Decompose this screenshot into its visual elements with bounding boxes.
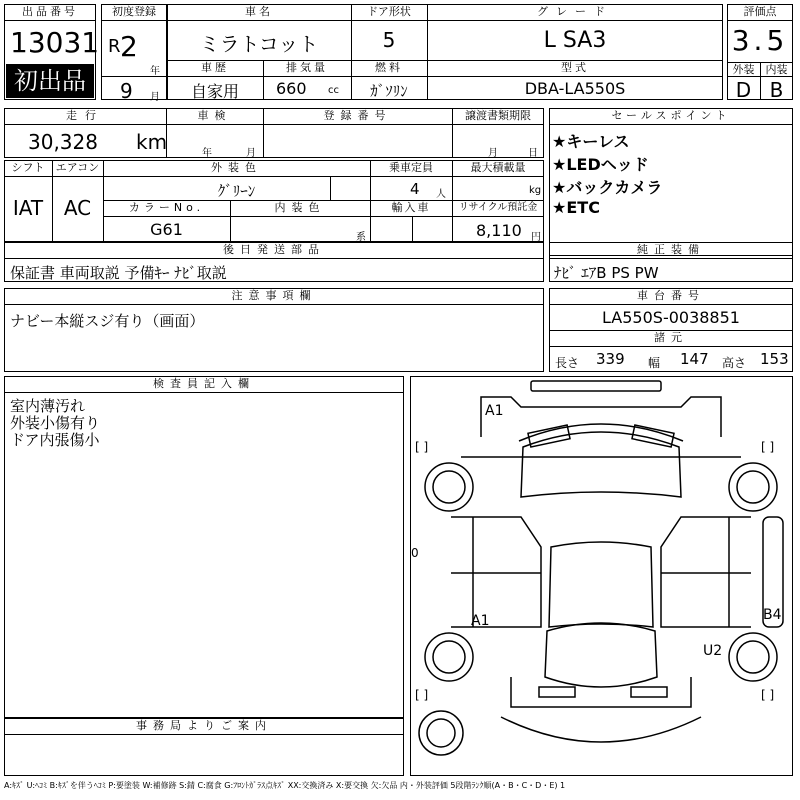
- km-unit: km: [136, 130, 168, 154]
- shift: IAT: [12, 196, 44, 220]
- plate-label: 登録番号: [323, 109, 392, 122]
- car-name: ミラトコット: [199, 32, 319, 56]
- grade: L SA3: [543, 28, 607, 53]
- color-label: 外装色: [211, 161, 262, 174]
- mark-front: A1: [485, 403, 504, 419]
- seats: 4: [410, 180, 420, 198]
- shift-label: シフト: [11, 161, 45, 174]
- color: ｸﾞﾘｰﾝ: [217, 182, 256, 200]
- brackets: [411, 440, 774, 702]
- load-label: 最大積載量: [470, 161, 526, 174]
- interior-label: 内装: [765, 63, 788, 76]
- width-label: 幅: [648, 356, 661, 370]
- inspection-month-unit: 月: [246, 148, 256, 159]
- inspection-year-unit: 年: [202, 148, 212, 159]
- svg-text:[ ]: [ ]: [415, 688, 429, 702]
- fuel: ｶﾞｿﾘﾝ: [370, 82, 408, 100]
- lot-label: 出品番号: [22, 5, 78, 18]
- ac: AC: [63, 196, 92, 220]
- parts-label: 後日発送部品: [223, 243, 325, 256]
- width: 147: [680, 350, 709, 368]
- displacement-label: 排気量: [286, 61, 328, 74]
- score: 3.5: [731, 24, 789, 57]
- cc-unit: cc: [328, 85, 339, 96]
- notes-value: ナビー本縦スジ有り（画面）: [10, 312, 205, 330]
- transfer-month-unit: 月: [488, 148, 498, 159]
- import-label: 輸入車: [391, 201, 431, 214]
- mark-right-side: B4: [763, 607, 782, 623]
- score-label: 評価点: [743, 5, 777, 18]
- mileage: 30,328: [28, 130, 98, 154]
- length: 339: [596, 350, 625, 368]
- svg-text:[ ]: [ ]: [761, 440, 775, 454]
- interior-color-unit: 系: [356, 232, 366, 243]
- inspector-label: 検査員記入欄: [153, 377, 255, 390]
- color-no: G61: [150, 220, 183, 239]
- car-diagram-drawing: [411, 377, 792, 775]
- sales-point-2: ★LEDヘッド: [552, 155, 649, 174]
- grade-label: グレード: [537, 5, 613, 18]
- equip-label: 純正装備: [637, 243, 705, 256]
- ac-label: エアコン: [55, 161, 100, 174]
- svg-text:[ ]: [ ]: [415, 440, 429, 454]
- sales-label: セールスポイント: [611, 109, 731, 122]
- notes-label: 注意事項欄: [231, 289, 317, 302]
- height-label: 高さ: [722, 356, 747, 370]
- reg-year: 2: [120, 30, 138, 63]
- chassis-label: 車台番号: [637, 289, 705, 302]
- recycle: 8,110: [476, 221, 522, 240]
- era: R: [108, 36, 121, 57]
- history: 自家用: [190, 82, 239, 101]
- svg-text:0: 0: [411, 546, 419, 560]
- transfer-label: 譲渡書類期限: [465, 109, 531, 122]
- mileage-label: 走行: [66, 109, 104, 122]
- mark-rear-right: U2: [703, 643, 723, 659]
- car-diagram: [410, 376, 793, 776]
- sales-point-1: ★キーレス: [552, 132, 630, 151]
- sales-point-4: ★ETC: [552, 198, 600, 217]
- registration-label: 初度登録: [112, 5, 156, 18]
- svg-text:[ ]: [ ]: [761, 688, 775, 702]
- sales-point-3: ★バックカメラ: [552, 178, 663, 197]
- interior-grade: B: [769, 78, 784, 102]
- chassis: LA550S-0038851: [602, 308, 740, 327]
- inspector-line-1: 室内薄汚れ: [10, 397, 86, 415]
- height: 153: [760, 350, 789, 368]
- year-unit: 年: [150, 66, 160, 77]
- inspector-line-2: 外装小傷有り: [10, 414, 101, 432]
- yen-unit: 円: [531, 232, 541, 243]
- exterior-label: 外装: [732, 63, 755, 76]
- color-no-label: カラーNo.: [128, 201, 205, 214]
- parts-value: 保証書 車両取説 予備ｷｰ ﾅﾋﾞ取説: [10, 264, 227, 282]
- car-name-label: 車名: [245, 5, 273, 18]
- reg-month: 9: [120, 79, 133, 103]
- fuel-label: 燃料: [375, 61, 403, 74]
- spec-label: 諸元: [654, 331, 688, 344]
- lot-number: 13031: [10, 26, 100, 59]
- office-label: 事務局よりご案内: [136, 719, 272, 732]
- recycle-label: リサイクル預託金: [458, 202, 538, 213]
- door-label: ドア形状: [367, 5, 411, 18]
- doors: 5: [382, 28, 396, 52]
- legend: A:ｷｽﾞ U:ﾍｺﾐ B:ｷｽﾞを伴うﾍｺﾐ P:要塗装 W:補修跡 S:錆 C:腐食 G:ﾌﾛﾝﾄｶﾞﾗｽ点ｷｽﾞ XX:交換済み X:要交換 欠:欠品 内・外装評価 5段階ﾗﾝｸ順(A・B・C・D・E) 1: [4, 781, 566, 790]
- damage-marks: [471, 403, 782, 659]
- exterior-grade: D: [735, 78, 752, 102]
- first-listing-badge: 初出品: [6, 64, 94, 98]
- displacement: 660: [276, 79, 307, 98]
- month-unit: 月: [150, 92, 160, 103]
- model: DBA-LA550S: [524, 79, 626, 98]
- inspection-label: 車検: [197, 109, 232, 122]
- history-label: 車歴: [201, 61, 229, 74]
- model-label: 型式: [561, 61, 589, 74]
- seats-label: 乗車定員: [389, 161, 433, 174]
- mark-left-side: A1: [471, 613, 490, 629]
- interior-color-label: 内装色: [274, 201, 326, 214]
- seats-unit: 人: [436, 189, 446, 200]
- inspector-line-3: ドア内張傷小: [10, 431, 100, 449]
- length-label: 長さ: [555, 356, 580, 370]
- equip-value: ﾅﾋﾞ ｴｱB PS PW: [554, 264, 659, 282]
- transfer-day-unit: 日: [528, 148, 538, 159]
- load-unit: kg: [529, 185, 542, 196]
